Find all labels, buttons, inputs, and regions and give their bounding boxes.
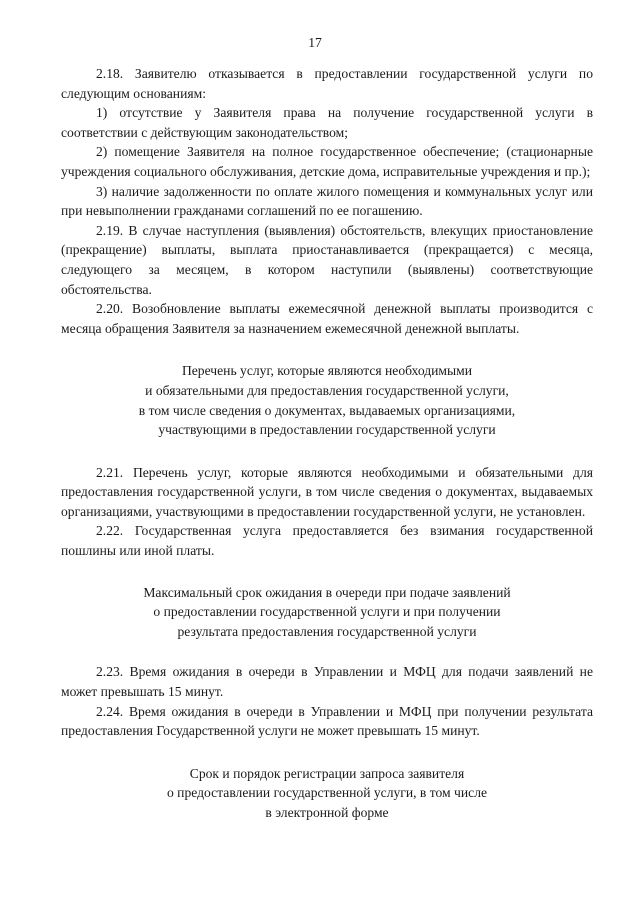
page-number: 17 — [308, 35, 322, 50]
heading-line: в электронной форме — [265, 805, 389, 820]
heading-line: участвующими в предоставлении государственной услуги — [158, 422, 496, 438]
paragraph-2-20: 2.20. Возобновление выплаты ежемесячной денежной выплаты производится с месяца обращения Заявителя за назначением ежемесячной денежной выплаты. — [61, 301, 593, 336]
paragraph-2-19: 2.19. В случае наступления (выявления) обстоятельств, влекущих приостановление (прекращение) выплаты, выплата приостанавливается (прекращается) с месяца, следующего за месяцем, в котором наступили (выявлены) соответствующие обстоятельства. — [61, 222, 593, 297]
section-heading-waiting-time — [61, 583, 593, 642]
page-content — [61, 64, 593, 823]
paragraph-2-24: 2.24. Время ожидания в очереди в Управлении и МФЦ при получении результата предоставления Государственной услуги не может превышать 15 минут. — [61, 703, 593, 739]
heading-line: Срок и порядок регистрации запроса заявителя — [189, 765, 465, 781]
heading-line: и обязательными для предоставления государственной услуги, — [145, 382, 509, 398]
paragraph-2-21: 2.21. Перечень услуг, которые являются необходимыми и обязательными для предоставления государственной услуги, в том числе сведения о документах, выдаваемых организациями, участвующими в предоставлении государственной услуги, не установлен. — [61, 464, 593, 519]
section-heading-services-list — [61, 361, 593, 439]
heading-line: Максимальный срок ожидания в очереди при подаче заявлений — [143, 584, 511, 600]
heading-line: результата предоставления государственной услуги — [177, 623, 477, 639]
paragraph-2-18-item-2: 2) помещение Заявителя на полное государственное обеспечение; (стационарные учреждения социального обслуживания, детские дома, исправительные учреждения и пр.); — [61, 144, 593, 179]
paragraph-2-22: 2.22. Государственная услуга предоставляется без взимания государственной пошлины или иной платы. — [61, 523, 593, 559]
paragraph-2-23: 2.23. Время ожидания в очереди в Управлении и МФЦ для подачи заявлений не может превышать 15 минут. — [61, 664, 593, 700]
paragraph-2-18-item-1: 1) отсутствие у Заявителя права на получение государственной услуги в соответствии с действующим законодательством; — [61, 105, 593, 140]
heading-line: о предоставлении государственной услуги, в том числе — [166, 785, 488, 801]
paragraph-2-18-item-3: 3) наличие задолженности по оплате жилого помещения и коммунальных услуг или при невыполнении гражданами соглашений по ее погашению. — [61, 183, 593, 219]
heading-line: Перечень услуг, которые являются необходимыми — [181, 363, 473, 379]
paragraph-2-18: 2.18. Заявителю отказывается в предоставлении государственной услуги по следующим основаниям: — [61, 66, 593, 101]
heading-line: в том числе сведения о документах, выдаваемых организациями, — [138, 402, 516, 418]
heading-line: о предоставлении государственной услуги и при получении — [153, 604, 501, 620]
section-heading-registration — [61, 764, 593, 823]
